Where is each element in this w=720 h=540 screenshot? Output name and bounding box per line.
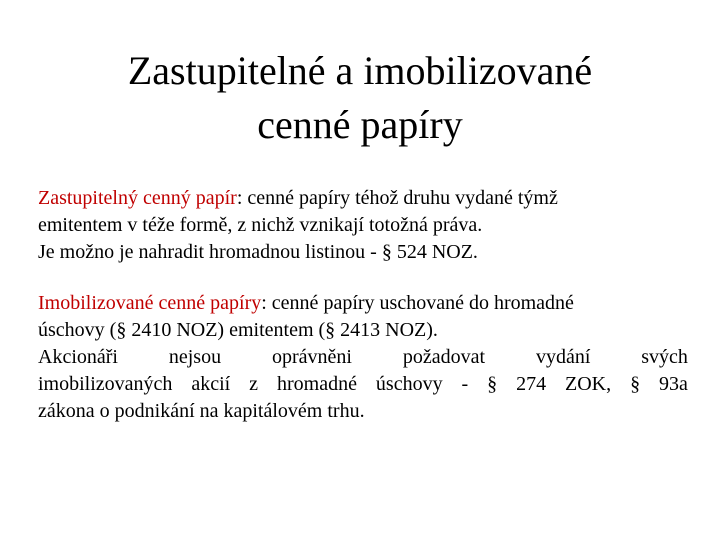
p2-line-2: úschovy (§ 2410 NOZ) emitentem (§ 2413 NOZ). xyxy=(38,319,438,341)
word: § xyxy=(630,373,641,395)
title-line-1: Zastupitelné a imobilizované xyxy=(127,48,593,93)
p2-line-1 xyxy=(38,290,688,317)
word: Akcionáři xyxy=(38,346,118,368)
word: 274 xyxy=(516,373,547,395)
p1-line-1 xyxy=(38,185,688,212)
word: akcií xyxy=(191,373,231,395)
p1-line-3: Je možno je nahradit hromadnou listinou - § 524 NOZ. xyxy=(38,241,478,263)
term-immobilized: Imobilizované cenné papíry xyxy=(38,292,262,314)
word: svých xyxy=(641,346,688,368)
word: úschovy xyxy=(375,373,443,395)
p1-rest-1: : cenné papíry téhož druhu vydané týmž xyxy=(236,187,558,209)
p2-line-4 xyxy=(38,371,688,398)
p2-rest-1: : cenné papíry uschované do hromadné xyxy=(261,292,574,314)
word: ZOK, xyxy=(565,373,612,395)
word: oprávněni xyxy=(271,346,352,368)
word: požadovat xyxy=(402,346,486,368)
slide-title xyxy=(60,44,660,152)
title-line-2: cenné papíry xyxy=(257,102,463,147)
word: 93a xyxy=(659,373,688,395)
word: z xyxy=(249,373,259,395)
word: vydání xyxy=(535,346,591,368)
paragraph-immobilized-securities xyxy=(38,290,688,425)
word: nejsou xyxy=(168,346,222,368)
p1-line-2: emitentem v téže formě, z nichž vznikají totožná práva. xyxy=(38,214,483,236)
word: - xyxy=(461,373,469,395)
p2-line-5: zákona o podnikání na kapitálovém trhu. xyxy=(38,400,365,422)
p2-line-3 xyxy=(38,344,688,371)
word: § xyxy=(487,373,498,395)
word: imobilizovaných xyxy=(38,373,173,395)
paragraph-fungible-securities xyxy=(38,185,688,266)
term-fungible: Zastupitelný cenný papír xyxy=(38,187,237,209)
word: hromadné xyxy=(277,373,357,395)
